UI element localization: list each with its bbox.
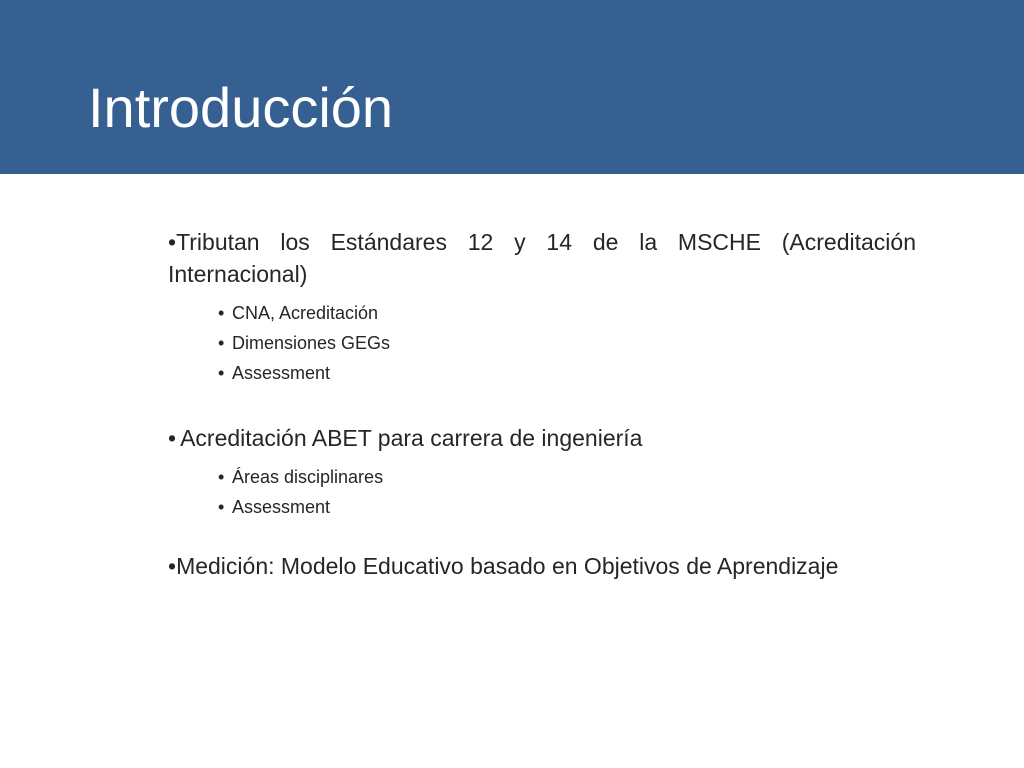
bullet-marker: • xyxy=(168,229,177,255)
sub-bullet-marker: • xyxy=(218,467,225,487)
sub-bullet-text: CNA, Acreditación xyxy=(232,303,379,323)
bullet-text-content: Tributan los Estándares 12 y 14 de la MSCHE (Acreditación Internacional) xyxy=(168,229,916,287)
sub-bullet-text: Assessment xyxy=(232,363,331,383)
bullet-text xyxy=(168,226,916,290)
bullet-text xyxy=(168,550,916,582)
sub-bullet-marker: • xyxy=(218,497,225,517)
bullet-text xyxy=(168,422,916,454)
sub-bullet-text: Áreas disciplinares xyxy=(232,467,384,487)
bullet-marker: • xyxy=(168,553,177,579)
sub-bullet-text: Assessment xyxy=(232,497,331,517)
sub-bullet-marker: • xyxy=(218,363,225,383)
sub-bullet-marker: • xyxy=(218,333,225,353)
sub-bullet-item xyxy=(216,328,916,358)
sub-bullet-text: Dimensiones GEGs xyxy=(232,333,391,353)
title-bar xyxy=(0,0,1024,174)
sub-bullet-item xyxy=(216,492,916,522)
bullet-item-abet xyxy=(168,422,916,522)
sub-bullet-item xyxy=(216,358,916,388)
sub-bullet-item xyxy=(216,298,916,328)
bullet-text-content: Acreditación ABET para carrera de ingeniería xyxy=(180,425,643,451)
bullet-item-accreditation xyxy=(168,226,916,388)
bullet-item-measurement xyxy=(168,550,916,582)
sub-bullet-list xyxy=(168,462,916,522)
bullet-marker: • xyxy=(168,425,177,451)
sub-bullet-marker: • xyxy=(218,303,225,323)
bullet-text-content: Medición: Modelo Educativo basado en Objetivos de Aprendizaje xyxy=(176,553,839,579)
sub-bullet-list xyxy=(168,298,916,388)
sub-bullet-item xyxy=(216,462,916,492)
slide-title: Introducción xyxy=(88,76,394,139)
